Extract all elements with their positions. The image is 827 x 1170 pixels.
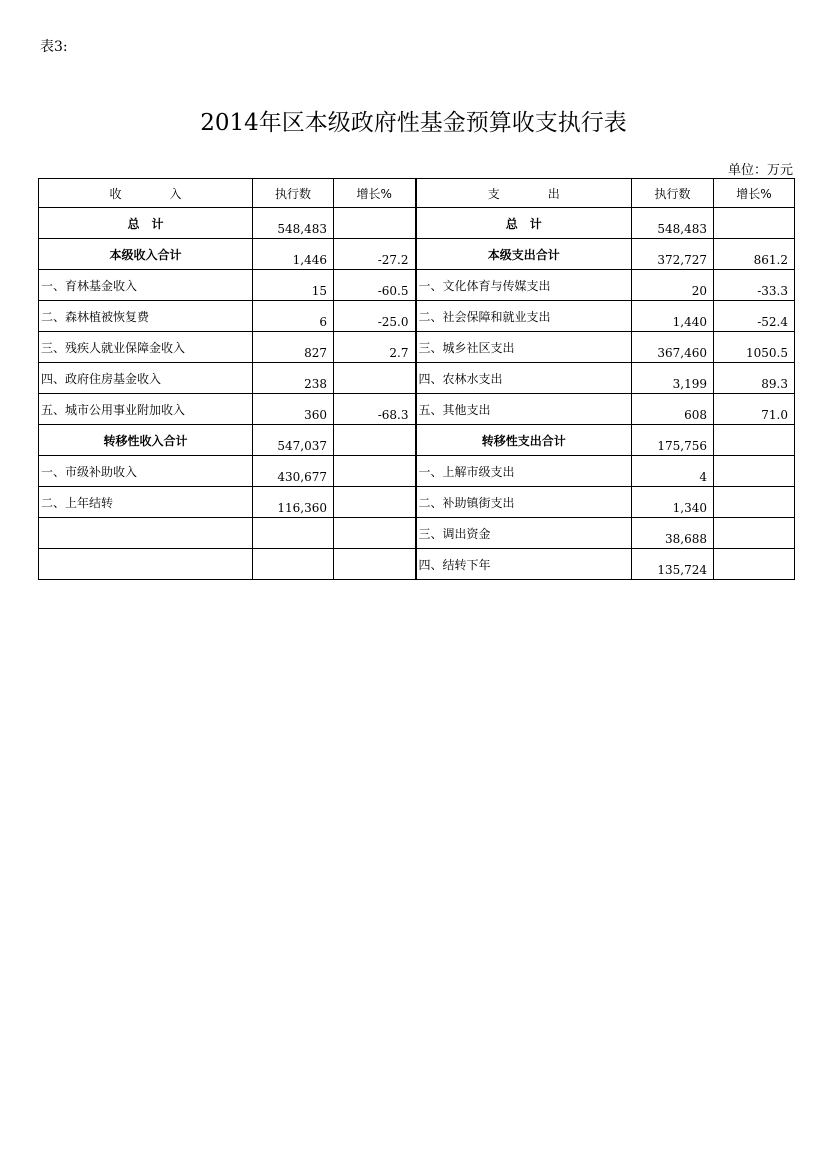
expense-exec-value: 135,724 bbox=[632, 549, 714, 580]
table-row bbox=[39, 332, 795, 363]
expense-exec-value: 1,340 bbox=[632, 487, 714, 518]
expense-exec-column-header: 执行数 bbox=[632, 179, 714, 208]
expense-item-label: 总 计 bbox=[416, 208, 632, 239]
table-row bbox=[39, 549, 795, 580]
income-item-label bbox=[39, 549, 253, 580]
income-growth-value bbox=[334, 456, 416, 487]
income-growth-value: -27.2 bbox=[334, 239, 416, 270]
income-exec-value bbox=[253, 518, 334, 549]
income-item-label: 二、森林植被恢复费 bbox=[39, 301, 253, 332]
income-growth-value bbox=[334, 208, 416, 239]
income-exec-value: 430,677 bbox=[253, 456, 334, 487]
expense-growth-value: 861.2 bbox=[714, 239, 795, 270]
expense-exec-value: 3,199 bbox=[632, 363, 714, 394]
expense-exec-value: 38,688 bbox=[632, 518, 714, 549]
income-item-label: 本级收入合计 bbox=[39, 239, 253, 270]
income-exec-value: 6 bbox=[253, 301, 334, 332]
income-exec-value: 547,037 bbox=[253, 425, 334, 456]
income-item-label: 总 计 bbox=[39, 208, 253, 239]
expense-exec-value: 367,460 bbox=[632, 332, 714, 363]
table-row bbox=[39, 270, 795, 301]
expense-exec-value: 20 bbox=[632, 270, 714, 301]
income-exec-value: 360 bbox=[253, 394, 334, 425]
income-item-label: 四、政府住房基金收入 bbox=[39, 363, 253, 394]
income-item-label: 一、市级补助收入 bbox=[39, 456, 253, 487]
income-growth-value: -68.3 bbox=[334, 394, 416, 425]
income-exec-value: 548,483 bbox=[253, 208, 334, 239]
income-growth-value: -25.0 bbox=[334, 301, 416, 332]
expense-item-label: 一、文化体育与传媒支出 bbox=[416, 270, 632, 301]
expense-exec-value: 175,756 bbox=[632, 425, 714, 456]
table-row bbox=[39, 518, 795, 549]
expense-item-label: 二、社会保障和就业支出 bbox=[416, 301, 632, 332]
expense-item-label: 四、农林水支出 bbox=[416, 363, 632, 394]
income-exec-value: 1,446 bbox=[253, 239, 334, 270]
income-item-label: 转移性收入合计 bbox=[39, 425, 253, 456]
expense-exec-value: 608 bbox=[632, 394, 714, 425]
expense-item-label: 本级支出合计 bbox=[416, 239, 632, 270]
table-header-row bbox=[39, 179, 795, 208]
expense-growth-value: 1050.5 bbox=[714, 332, 795, 363]
income-growth-value bbox=[334, 487, 416, 518]
expense-item-label: 二、补助镇街支出 bbox=[416, 487, 632, 518]
income-growth-value: 2.7 bbox=[334, 332, 416, 363]
expense-growth-value: -33.3 bbox=[714, 270, 795, 301]
table-row bbox=[39, 363, 795, 394]
income-exec-value: 238 bbox=[253, 363, 334, 394]
page-title: 2014年区本级政府性基金预算收支执行表 bbox=[200, 110, 627, 136]
income-growth-value: -60.5 bbox=[334, 270, 416, 301]
expense-growth-value: 71.0 bbox=[714, 394, 795, 425]
income-exec-column-header: 执行数 bbox=[253, 179, 334, 208]
income-item-label: 五、城市公用事业附加收入 bbox=[39, 394, 253, 425]
expense-item-label: 四、结转下年 bbox=[416, 549, 632, 580]
expense-item-label: 一、上解市级支出 bbox=[416, 456, 632, 487]
table-number-label: 表3: bbox=[40, 39, 68, 55]
expense-growth-value bbox=[714, 208, 795, 239]
expense-item-label: 三、调出资金 bbox=[416, 518, 632, 549]
income-growth-value bbox=[334, 425, 416, 456]
income-growth-value bbox=[334, 549, 416, 580]
unit-label: 单位：万元 bbox=[727, 163, 793, 178]
expense-item-label: 三、城乡社区支出 bbox=[416, 332, 632, 363]
income-item-label: 二、上年结转 bbox=[39, 487, 253, 518]
expense-growth-value bbox=[714, 425, 795, 456]
expense-exec-value: 372,727 bbox=[632, 239, 714, 270]
expense-growth-value bbox=[714, 518, 795, 549]
income-item-label bbox=[39, 518, 253, 549]
table-row bbox=[39, 425, 795, 456]
table-row bbox=[39, 208, 795, 239]
expense-item-label: 五、其他支出 bbox=[416, 394, 632, 425]
expense-exec-value: 1,440 bbox=[632, 301, 714, 332]
table-row bbox=[39, 394, 795, 425]
table-row bbox=[39, 456, 795, 487]
income-column-header: 收 入 bbox=[39, 179, 253, 208]
budget-table bbox=[38, 178, 795, 580]
expense-growth-value bbox=[714, 456, 795, 487]
table-row bbox=[39, 301, 795, 332]
table-row bbox=[39, 239, 795, 270]
expense-exec-value: 548,483 bbox=[632, 208, 714, 239]
expense-growth-value bbox=[714, 549, 795, 580]
expense-growth-value bbox=[714, 487, 795, 518]
income-exec-value: 827 bbox=[253, 332, 334, 363]
expense-growth-value: 89.3 bbox=[714, 363, 795, 394]
income-growth-column-header: 增长% bbox=[334, 179, 416, 208]
expense-column-header: 支 出 bbox=[416, 179, 632, 208]
expense-growth-column-header: 增长% bbox=[714, 179, 795, 208]
table-row bbox=[39, 487, 795, 518]
income-item-label: 一、育林基金收入 bbox=[39, 270, 253, 301]
income-exec-value: 15 bbox=[253, 270, 334, 301]
income-growth-value bbox=[334, 518, 416, 549]
expense-exec-value: 4 bbox=[632, 456, 714, 487]
income-exec-value bbox=[253, 549, 334, 580]
expense-growth-value: -52.4 bbox=[714, 301, 795, 332]
income-item-label: 三、残疾人就业保障金收入 bbox=[39, 332, 253, 363]
income-exec-value: 116,360 bbox=[253, 487, 334, 518]
expense-item-label: 转移性支出合计 bbox=[416, 425, 632, 456]
income-growth-value bbox=[334, 363, 416, 394]
